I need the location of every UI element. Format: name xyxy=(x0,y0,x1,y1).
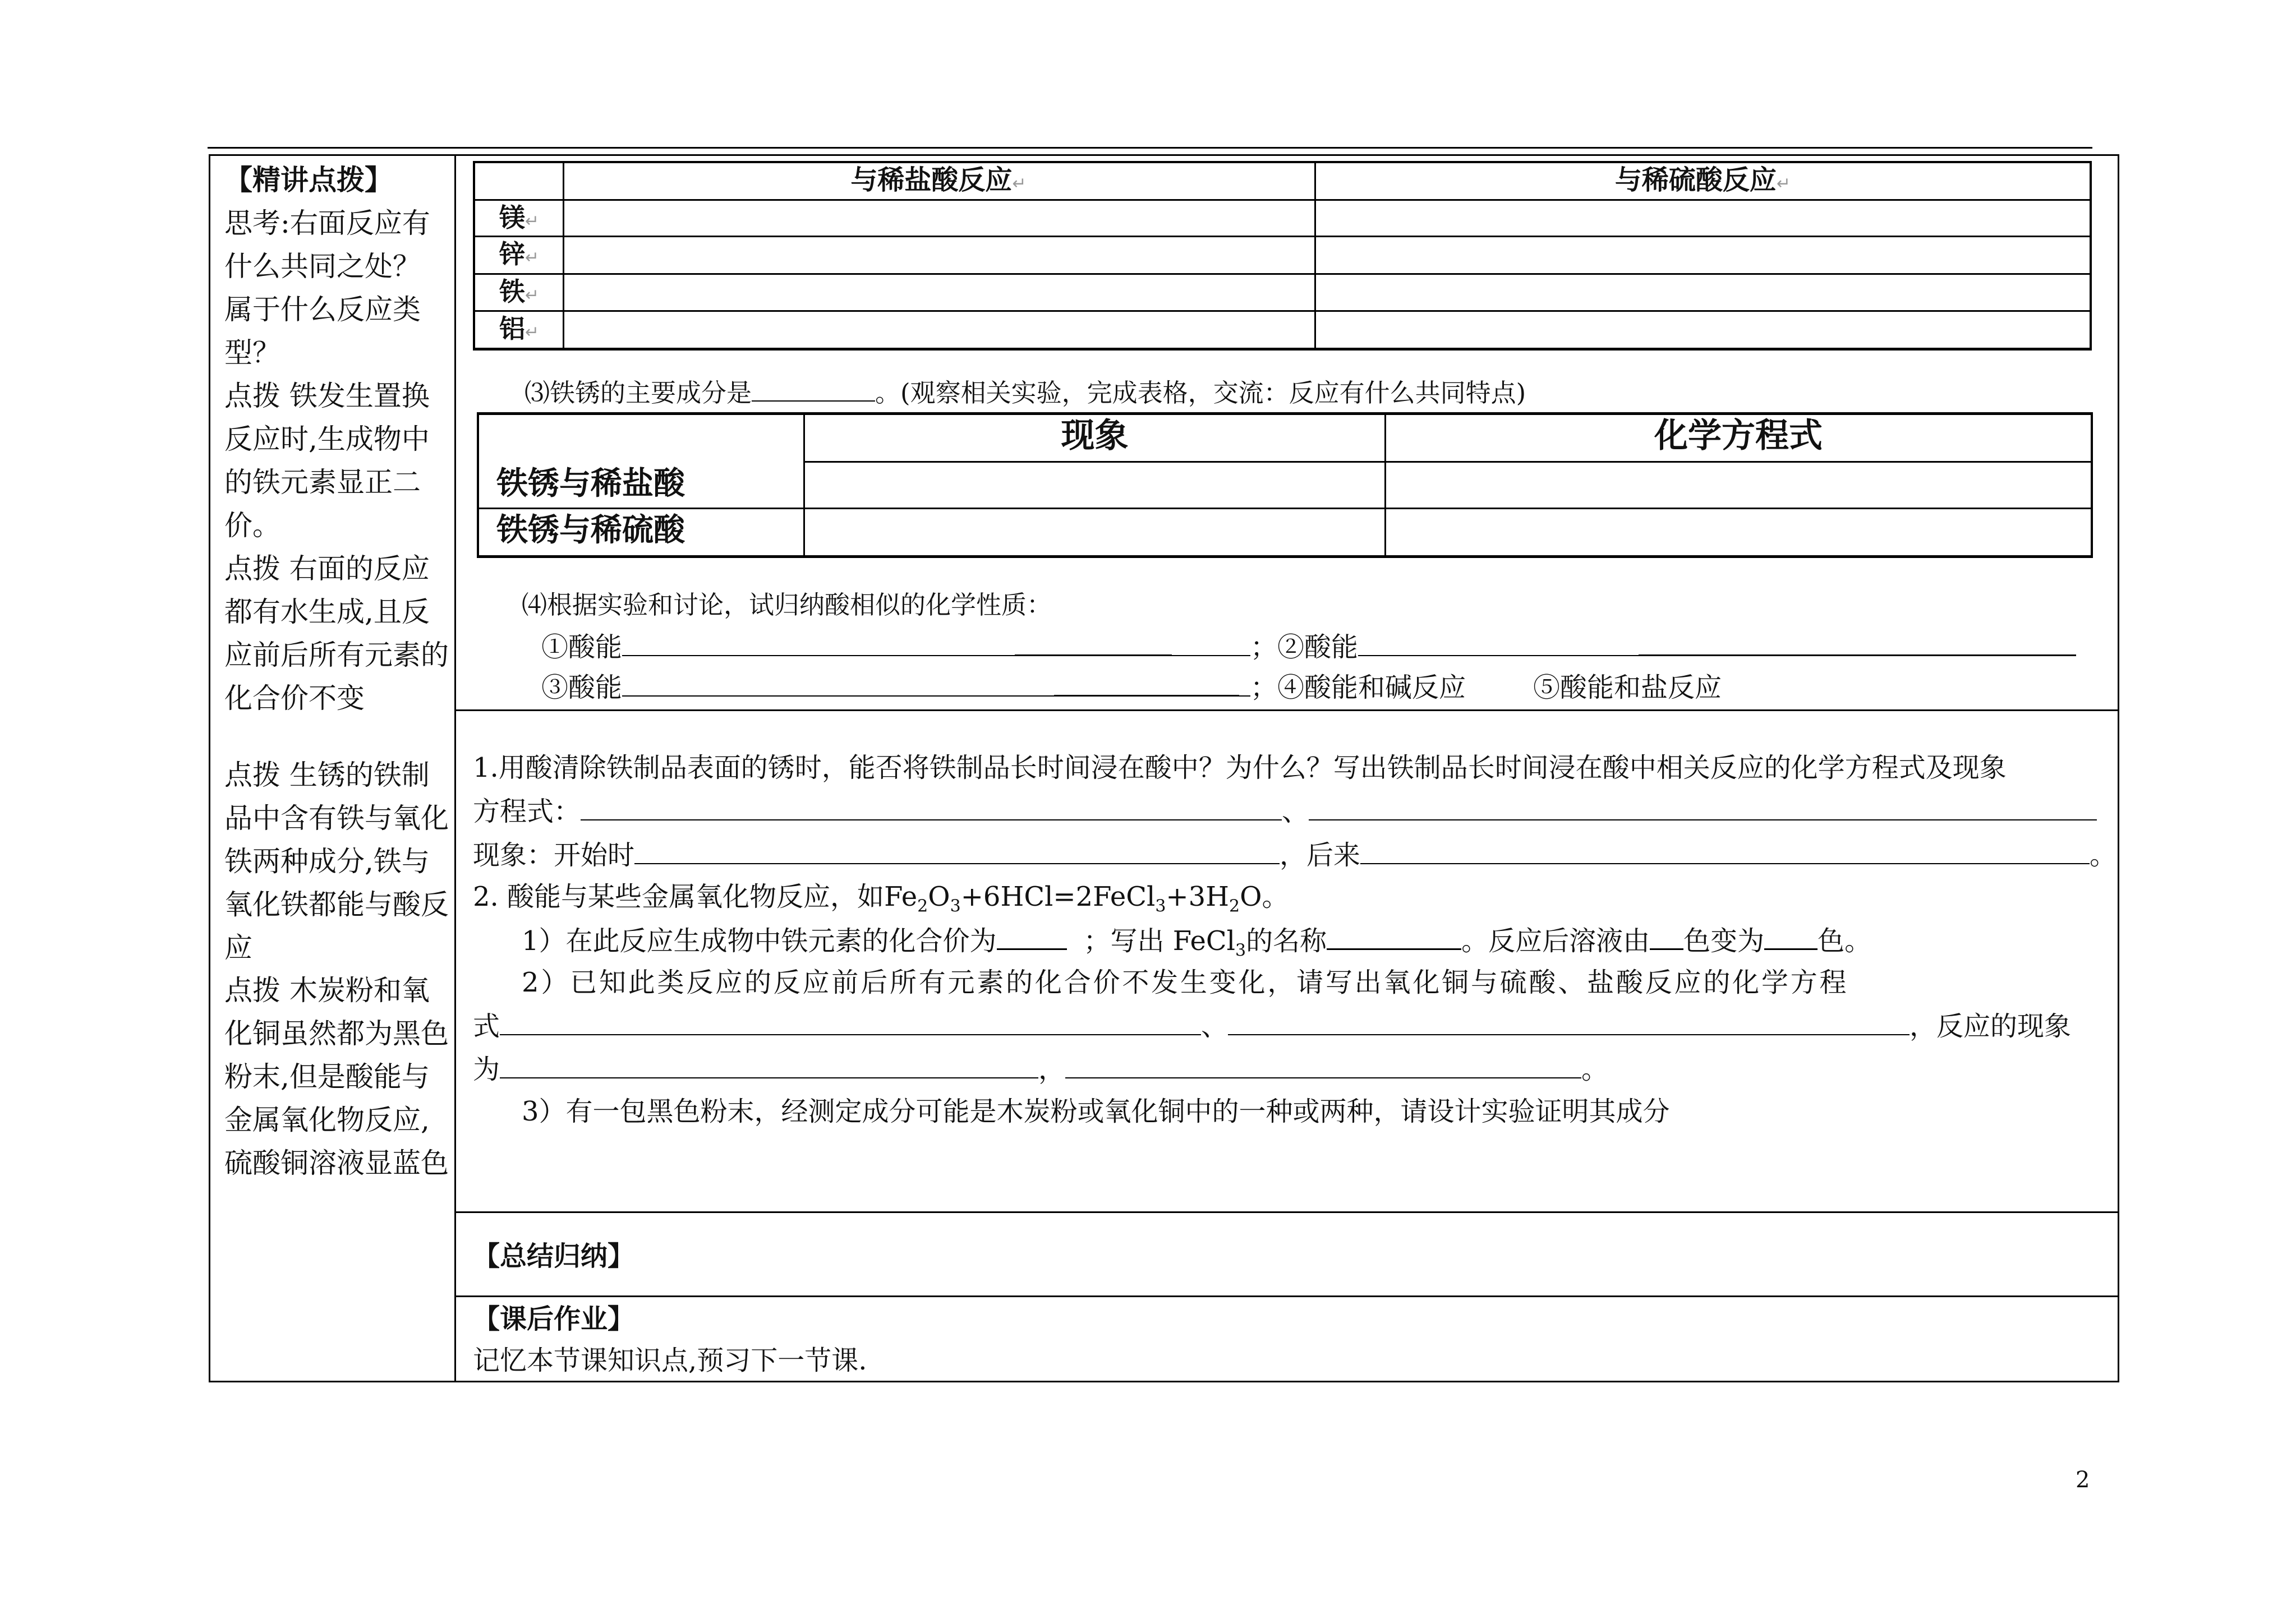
exercise-q2-sub2-eq: 式 、 ，反应的现象 xyxy=(473,1011,2072,1042)
fe2o3-equation: $Fe_2O_3+6HCl=2FeCl_3+3H_2O$。 xyxy=(884,881,1289,916)
rust-table-header-equation: 化学方程式 xyxy=(1654,416,1823,455)
section-divider-3 xyxy=(454,1295,2119,1297)
page-number: 2 xyxy=(2076,1467,2090,1493)
homework-text: 记忆本节课知识点,预习下一节课. xyxy=(473,1345,867,1376)
sidebar-tip-4-box xyxy=(224,969,449,1185)
frame-left xyxy=(209,154,210,1382)
rust-row-hcl: 铁锈与稀盐酸 xyxy=(496,465,685,502)
metal-table-header-h2so4: 与稀硫酸反应↵ xyxy=(1614,164,1791,196)
exercise-q2-sub1: 1）在此反应生成物中铁元素的化合价为 ；写出 FeCl$_3$的名称 。反应后溶液由 色变为 色。 xyxy=(522,924,1871,967)
top-rule xyxy=(208,147,2092,149)
exercise-q1: 1.用酸清除铁制品表面的锈时，能否将铁制品长时间浸在酸中？为什么？写出铁制品长时间浸在酸中相关反应的化学方程式及现象 xyxy=(473,752,2007,783)
exercise-q2-sub2-phen: 为 ， 。 xyxy=(473,1054,1609,1085)
exercise-equation-line: 方程式： 、 xyxy=(473,795,2097,828)
homework-heading: 【课后作业】 xyxy=(473,1303,635,1335)
q4-intro: ⑷根据实验和讨论，试归纳酸相似的化学性质： xyxy=(522,590,1052,620)
exercise-q2: 2. 酸能与某些金属氧化物反应，如$Fe_2O_3+6HCl=2FeCl_3+3H_2O$。 xyxy=(473,881,1289,916)
sidebar-tip-4: 点拨 木炭粉和氧化铜虽然都为黑色粉末,但是酸能与金属氧化物反应,硫酸铜溶液显蓝色 xyxy=(224,974,449,1179)
q4-line-1: ①酸能 ；②酸能 xyxy=(541,630,2076,663)
sidebar-tip-2: 点拨 右面的反应都有水生成,且反应前后所有元素的化合价不变 xyxy=(224,552,449,714)
metal-table-header-hcl: 与稀盐酸反应↵ xyxy=(850,164,1027,196)
sidebar-tip-1: 点拨 铁发生置换反应时,生成物中的铁元素显正二价。 xyxy=(224,380,430,542)
q3-line: ⑶铁锈的主要成分是 。(观察相关实验，完成表格，交流：反应有什么共同特点) xyxy=(524,376,1526,409)
frame-top xyxy=(209,154,2119,156)
metal-row-fe: 铁↵ xyxy=(499,276,540,307)
sidebar-heading: 【精讲点拨】 xyxy=(224,164,393,196)
rust-row-h2so4: 铁锈与稀硫酸 xyxy=(496,512,685,548)
blank xyxy=(752,376,875,402)
exercise-q2-sub2: 2）已知此类反应的反应前后所有元素的化合价不发生变化，请写出氧化铜与硫酸、盐酸反应的化学方程 xyxy=(522,967,1849,998)
metal-row-mg: 镁↵ xyxy=(499,202,540,233)
frame-bottom xyxy=(209,1381,2119,1382)
sidebar-tip-3: 点拨 生锈的铁制品中含有铁与氧化铁两种成分,铁与氧化铁都能与酸反应 xyxy=(224,759,449,964)
q4-line-2: ③酸能 ；④酸能和碱反应 ⑤酸能和盐反应 xyxy=(541,670,1722,704)
summary-heading: 【总结归纳】 xyxy=(473,1241,635,1272)
rust-table-header-phenomenon: 现象 xyxy=(1061,416,1129,455)
frame-divider xyxy=(454,154,456,1382)
metal-row-zn: 锌↵ xyxy=(499,239,540,269)
sidebar xyxy=(224,159,449,720)
frame-right xyxy=(2118,154,2119,1382)
exercise-phenomenon-line: 现象：开始时 ，后来 。 xyxy=(473,840,2117,871)
metal-row-al: 铝↵ xyxy=(499,313,540,344)
section-divider-2 xyxy=(454,1211,2119,1213)
section-divider-1 xyxy=(454,709,2119,711)
sidebar-think: 思考:右面反应有什么共同之处？ 属于什么反应类型？ xyxy=(224,207,430,369)
exercise-q2-sub3: 3）有一包黑色粉末，经测定成分可能是木炭粉或氧化铜中的一种或两种，请设计实验证明其成分 xyxy=(522,1096,1670,1127)
sidebar-tip-3-box xyxy=(224,754,449,970)
